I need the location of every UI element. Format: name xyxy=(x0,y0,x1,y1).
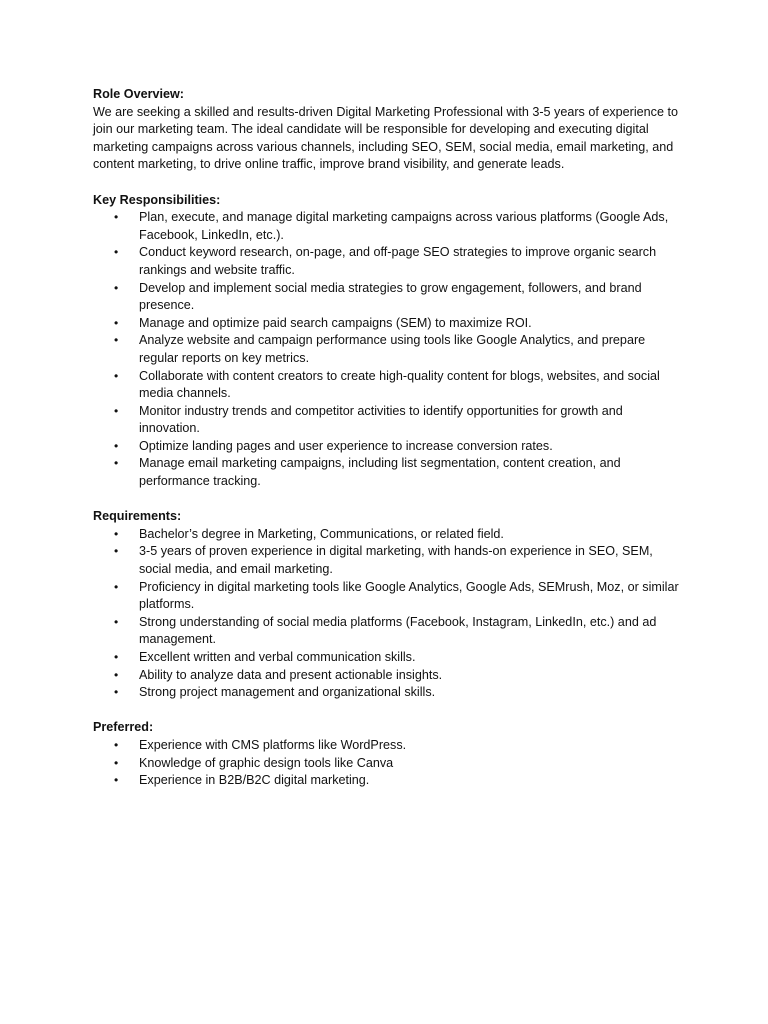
bullet-icon: • xyxy=(114,456,119,471)
list-item xyxy=(93,244,683,279)
list-item xyxy=(93,280,683,315)
list-item xyxy=(93,332,683,367)
list-item xyxy=(93,737,683,755)
requirements-heading: Requirements: xyxy=(93,509,182,524)
bullet-icon: • xyxy=(114,368,119,383)
list-item-text: Collaborate with content creators to create high-quality content for blogs, websites, and social media channels. xyxy=(139,368,660,401)
list-item-text: Optimize landing pages and user experience to increase conversion rates. xyxy=(139,438,553,453)
bullet-icon: • xyxy=(114,280,119,295)
list-item-text: Plan, execute, and manage digital marketing campaigns across various platforms (Google Ads, Facebook, LinkedIn, etc.). xyxy=(139,210,669,242)
list-item xyxy=(93,455,683,490)
bullet-icon: • xyxy=(114,737,119,752)
bullet-icon: • xyxy=(114,685,119,700)
list-item xyxy=(93,755,683,773)
role-overview-heading: Role Overview: xyxy=(93,87,184,101)
list-item-text: Ability to analyze data and present actionable insights. xyxy=(139,667,443,682)
responsibilities-list xyxy=(93,209,683,491)
bullet-icon: • xyxy=(114,544,119,559)
list-item xyxy=(93,526,683,544)
preferred-section xyxy=(93,719,683,789)
list-item xyxy=(93,438,683,456)
list-item-text: Manage and optimize paid search campaigns (SEM) to maximize ROI. xyxy=(139,315,532,330)
document-body xyxy=(93,86,683,790)
list-item-text: Develop and implement social media strategies to grow engagement, followers, and brand presence. xyxy=(139,280,642,313)
bullet-icon: • xyxy=(114,614,119,629)
role-overview-text: We are seeking a skilled and results-driven Digital Marketing Professional with 3-5 years of experience to join our marketing team. The ideal candidate will be responsible for developing and executing digital marketing campaigns across various channels, including SEO, SEM, social media, email marketing, and content marketing, to drive online traffic, improve brand visibility, and generate leads. xyxy=(93,104,678,172)
role-overview-section xyxy=(93,86,683,174)
requirements-section xyxy=(93,508,683,702)
bullet-icon: • xyxy=(114,210,119,225)
list-item xyxy=(93,667,683,685)
list-item-text: Proficiency in digital marketing tools like Google Analytics, Google Ads, SEMrush, Moz, or similar platforms. xyxy=(139,579,679,612)
bullet-icon: • xyxy=(114,333,119,348)
bullet-icon: • xyxy=(114,667,119,682)
bullet-icon: • xyxy=(114,438,119,453)
list-item-text: 3-5 years of proven experience in digital marketing, with hands-on experience in SEO, SEM, social media, and email marketing. xyxy=(139,544,653,577)
bullet-icon: • xyxy=(114,245,119,260)
list-item xyxy=(93,772,683,790)
list-item xyxy=(93,579,683,614)
list-item-text: Strong project management and organizational skills. xyxy=(139,685,436,700)
responsibilities-section xyxy=(93,192,683,491)
section-spacer xyxy=(93,702,683,720)
bullet-icon: • xyxy=(114,315,119,330)
list-item xyxy=(93,403,683,438)
section-spacer xyxy=(93,174,683,192)
list-item-text: Bachelor’s degree in Marketing, Communications, or related field. xyxy=(139,526,504,541)
preferred-heading: Preferred: xyxy=(93,720,154,735)
bullet-icon: • xyxy=(114,650,119,664)
list-item-text: Experience with CMS platforms like WordPress. xyxy=(139,737,407,752)
bullet-icon: • xyxy=(114,773,119,788)
preferred-list xyxy=(93,737,683,790)
responsibilities-heading: Key Responsibilities: xyxy=(93,192,221,207)
list-item xyxy=(93,684,683,702)
list-item-text: Monitor industry trends and competitor activities to identify opportunities for growth and innovation. xyxy=(139,403,623,436)
bullet-icon: • xyxy=(114,579,119,594)
list-item xyxy=(93,209,683,244)
list-item-text: Conduct keyword research, on-page, and off-page SEO strategies to improve organic search rankings and website traffic. xyxy=(139,245,657,277)
list-item-text: Analyze website and campaign performance using tools like Google Analytics, and prepare regular reports on key metrics. xyxy=(139,333,646,365)
requirements-list xyxy=(93,526,683,702)
bullet-icon: • xyxy=(114,403,119,418)
list-item xyxy=(93,368,683,403)
list-item-text: Manage email marketing campaigns, including list segmentation, content creation, and performance tracking. xyxy=(139,456,621,489)
list-item xyxy=(93,614,683,649)
list-item-text: Knowledge of graphic design tools like Canva xyxy=(139,755,394,770)
list-item-text: Strong understanding of social media platforms (Facebook, Instagram, LinkedIn, etc.) and ad management. xyxy=(139,614,657,647)
bullet-icon: • xyxy=(114,755,119,770)
list-item xyxy=(93,543,683,578)
section-spacer xyxy=(93,491,683,509)
bullet-icon: • xyxy=(114,526,119,541)
list-item xyxy=(93,649,683,667)
list-item-text: Excellent written and verbal communication skills. xyxy=(139,650,416,664)
list-item xyxy=(93,315,683,333)
list-item-text: Experience in B2B/B2C digital marketing. xyxy=(139,773,370,788)
